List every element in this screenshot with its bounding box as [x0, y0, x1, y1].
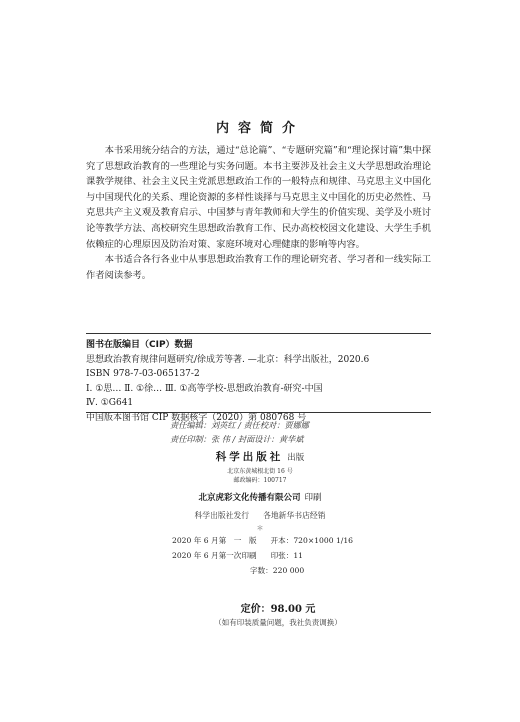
- cip-line: 中国版本图书馆 CIP 数据核字（2020）第 080768 号: [86, 412, 307, 423]
- printer-name: 北京虎彩文化传播有限公司: [198, 493, 301, 503]
- distribution-line: [0, 510, 520, 521]
- cip-line: 思想政治教育规律问题研究/徐成芳等著. —北京：科学出版社，2020.6: [86, 354, 370, 365]
- summary-paragraph: 本书采用统分结合的方法，通过“总论篇”、“专题研究篇”和“理论探讨篇”集中探究了思想政治教育的一些理论与实务问题。本书主要涉及社会主义大学思想政治理论课教学规律、社会主义民主党派思想政治工作的一般特点和规律、马克思主义中国化与中国现代化的关系、理论资源的多样性谈择与马克思主义中国化的历史必然性、马克思共产主义观及教育启示、中国梦与青年教师和大学生的价值实现、美学及小班讨论等教学方法、高校研究生思想政治教育工作、民办高校校园文化建设、大学生手机依赖症的心理原因及防治对策、家庭环境对心理健康的影响等内容。: [86, 145, 431, 250]
- edition-left: 2020 年 6 月第一次印刷: [172, 551, 257, 560]
- separator-star: ＊: [256, 524, 264, 532]
- price: 定价：98.00 元: [240, 604, 316, 615]
- edition-right: 开本：720×1000 1/16: [270, 536, 353, 545]
- edition-row: [172, 548, 402, 563]
- staff-credits: [170, 418, 430, 446]
- sellers: 各地新华书店经销: [263, 511, 326, 520]
- divider-top: [86, 333, 431, 334]
- distributor: 科学出版社发行: [194, 511, 250, 520]
- publisher-postcode: 邮政编码：100717: [233, 477, 287, 484]
- printer-suffix: 印刷: [304, 493, 322, 503]
- summary-body: [86, 143, 431, 283]
- edition-block: [172, 533, 402, 578]
- edition-right: 印张：11: [270, 551, 304, 560]
- publisher-address: 北京东黄城根北街 16 号: [227, 468, 293, 475]
- cip-line: ISBN 978-7-03-065137-2: [86, 369, 200, 380]
- word-count: 字数：220 000: [250, 566, 305, 575]
- summary-title: 内容简介: [215, 121, 304, 136]
- edition-row: [172, 533, 402, 548]
- quality-notice: （如有印装质量问题，我社负责调换）: [214, 618, 342, 627]
- summary-paragraph: 本书适合各行各业中从事思想政治教育工作的理论研究者、学习者和一线实际工作者阅读参考。: [86, 254, 431, 281]
- cip-line: Ⅳ. ①G641: [86, 398, 134, 409]
- edition-left: 2020 年 6 月第 一 版: [172, 536, 257, 545]
- cip-line: Ⅰ. ①思… Ⅱ. ①徐… Ⅲ. ①高等学校-思想政治教育-研究-中国: [86, 383, 323, 394]
- divider-bottom: [86, 412, 431, 413]
- printer-line: [0, 491, 520, 503]
- staff-row-production: 责任印制：张 伟 / 封面设计：黄华斌: [170, 434, 304, 444]
- publisher-line: [0, 449, 520, 464]
- publisher-suffix: 出版: [287, 453, 305, 463]
- publisher-name: 科学出版社: [215, 451, 284, 463]
- staff-row-editors: 责任编辑：刘英红 / 责任校对：贾娜娜: [170, 420, 309, 430]
- cip-heading: 图书在版编目（CIP）数据: [86, 340, 193, 350]
